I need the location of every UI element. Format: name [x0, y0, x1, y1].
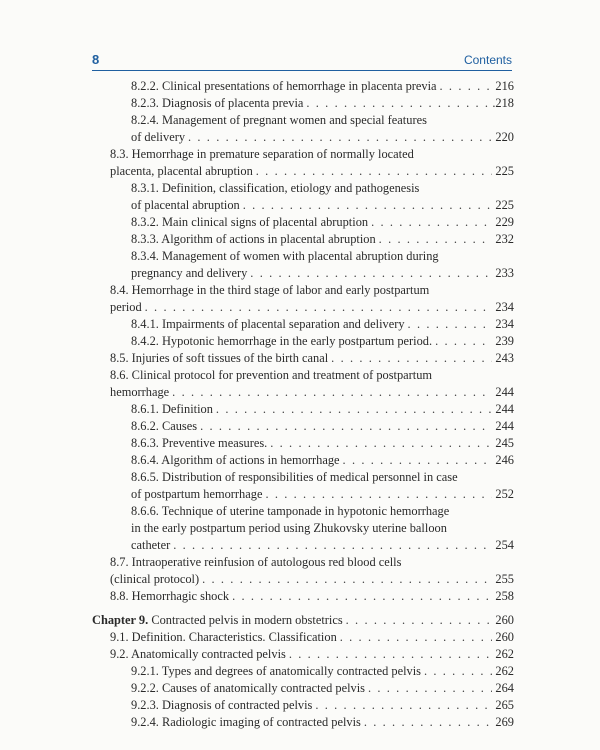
- toc-entry: 8.8. Hemorrhagic shock . . . 258: [110, 588, 514, 605]
- section-title: Contents: [463, 53, 512, 67]
- toc-entry: of delivery . . . 220: [131, 129, 514, 146]
- toc-entry: 8.6.1. Definition . . . 244: [131, 401, 514, 418]
- toc-entry: 8.6.3. Preventive measures. . . . 245: [131, 435, 514, 452]
- toc-entry: 9.2. Anatomically contracted pelvis . . . 262: [110, 646, 514, 663]
- toc-entry-continued: 8.2.4. Management of pregnant women and special features: [131, 113, 427, 127]
- toc-entry: of placental abruption . . . 225: [131, 197, 514, 214]
- toc-entry: 8.4.2. Hypotonic hemorrhage in the early postpartum period. . . . 239: [131, 333, 514, 350]
- toc-entry: 9.1. Definition. Characteristics. Classification . . . 260: [110, 629, 514, 646]
- toc-entry: 9.2.3. Diagnosis of contracted pelvis . . . 265: [131, 697, 514, 714]
- header-rule: [92, 70, 512, 71]
- toc-entry: 8.6.2. Causes . . . 244: [131, 418, 514, 435]
- running-header: [92, 52, 512, 70]
- toc-entry: 8.2.3. Diagnosis of placenta previa . . . .218: [131, 95, 514, 112]
- toc-chapter-entry: Chapter 9. Contracted pelvis in modern obstetrics . . . 260: [92, 612, 514, 629]
- toc-entry: 8.3.3. Algorithm of actions in placental abruption . . . 232: [131, 231, 514, 248]
- page-number: 8: [92, 52, 100, 67]
- toc-entry-continued: 8.4. Hemorrhage in the third stage of labor and early postpartum: [110, 283, 430, 297]
- toc-entry-continued: 8.3.4. Management of women with placental abruption during: [131, 249, 439, 263]
- toc-entry: 8.4.1. Impairments of placental separation and delivery . . . 234: [131, 316, 514, 333]
- toc-entry-continued: 8.6.5. Distribution of responsibilities of medical personnel in case: [131, 470, 458, 484]
- toc-entry: placenta, placental abruption . . . 225: [110, 163, 514, 180]
- toc-entry: (clinical protocol) . . . 255: [110, 571, 514, 588]
- toc-entry-continued: 8.6.6. Technique of uterine tamponade in hypotonic hemorrhage: [131, 504, 450, 518]
- toc-entry-continued: 8.7. Intraoperative reinfusion of autologous red blood cells: [110, 555, 402, 569]
- toc-entry: catheter . . . 254: [131, 537, 514, 554]
- toc-entry-continued: in the early postpartum period using Zhukovsky uterine balloon: [131, 521, 447, 535]
- toc-entry: 8.3.2. Main clinical signs of placental abruption . . . 229: [131, 214, 514, 231]
- toc-entry: pregnancy and delivery . . . 233: [131, 265, 514, 282]
- toc-entry-continued: 8.3. Hemorrhage in premature separation of normally located: [110, 147, 414, 161]
- toc-entry: of postpartum hemorrhage . . . 252: [131, 486, 514, 503]
- toc-entry: hemorrhage . . . 244: [110, 384, 514, 401]
- toc-entry: 9.2.2. Causes of anatomically contracted pelvis . . . 264: [131, 680, 514, 697]
- toc-entry-continued: 8.3.1. Definition, classification, etiology and pathogenesis: [131, 181, 420, 195]
- chapter-label: Chapter 9.: [92, 613, 149, 627]
- toc-entry: 8.6.4. Algorithm of actions in hemorrhage . . . 246: [131, 452, 514, 469]
- toc-entry: period . . . 234: [110, 299, 514, 316]
- toc-entry: 8.2.2. Clinical presentations of hemorrhage in placenta previa . . . 216: [131, 78, 514, 95]
- toc-entry: 8.5. Injuries of soft tissues of the birth canal . . . 243: [110, 350, 514, 367]
- toc-entry: 9.2.4. Radiologic imaging of contracted pelvis . . . 269: [131, 714, 514, 731]
- toc-entry: 9.2.1. Types and degrees of anatomically contracted pelvis . . . 262: [131, 663, 514, 680]
- toc-entry-continued: 8.6. Clinical protocol for prevention and treatment of postpartum: [110, 368, 433, 382]
